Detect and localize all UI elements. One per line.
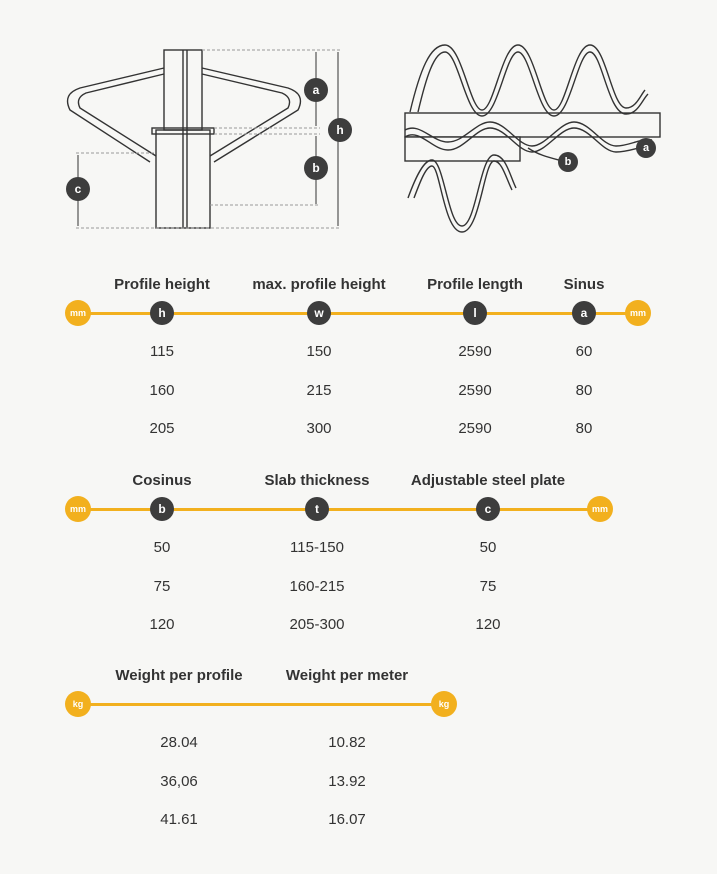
cell: 115-150	[290, 539, 344, 556]
label-c: c	[66, 177, 90, 201]
lower-wave	[408, 155, 516, 226]
axis-line-3	[78, 703, 444, 706]
cell: 120	[149, 616, 175, 633]
header-profile-height: Profile height	[114, 276, 210, 293]
cell: 160-215	[289, 578, 345, 595]
unit-badge-right-2: mm	[587, 496, 613, 522]
header-profile-length: Profile length	[427, 276, 523, 293]
label-h: h	[328, 118, 352, 142]
cell: 2590	[458, 343, 492, 360]
cell: 115	[150, 343, 174, 360]
cell: 28.04	[160, 734, 198, 751]
cell: 50	[153, 539, 171, 556]
cell: 16.07	[328, 811, 366, 828]
symbol-w: w	[307, 301, 331, 325]
unit-badge-left-1: mm	[65, 300, 91, 326]
cell: 215	[306, 382, 332, 399]
cell: 2590	[458, 382, 492, 399]
symbol-a: a	[572, 301, 596, 325]
slab-lower	[405, 137, 520, 161]
header-sinus: Sinus	[563, 276, 605, 293]
cell: 36,06	[160, 773, 198, 790]
cell: 75	[153, 578, 171, 595]
cell: 41.61	[160, 811, 198, 828]
upper-wave	[410, 45, 645, 112]
cell: 120	[475, 616, 501, 633]
cell: 205	[149, 420, 175, 437]
left-wire	[68, 68, 164, 162]
header-max-profile-height: max. profile height	[252, 276, 386, 293]
cell: 150	[306, 343, 332, 360]
label-a-right: a	[636, 138, 656, 158]
symbol-c: c	[476, 497, 500, 521]
cell: 80	[575, 420, 593, 437]
label-a-left: a	[304, 78, 328, 102]
header-weight-per-profile: Weight per profile	[115, 667, 243, 684]
technical-drawing	[0, 0, 717, 250]
slab-upper	[405, 113, 660, 137]
cell: 13.92	[328, 773, 366, 790]
header-weight-per-meter: Weight per meter	[285, 667, 409, 684]
cell: 160	[149, 382, 175, 399]
symbol-h: h	[150, 301, 174, 325]
symbol-l: l	[463, 301, 487, 325]
cell: 80	[575, 382, 593, 399]
cell: 10.82	[328, 734, 366, 751]
symbol-b: b	[150, 497, 174, 521]
right-wire	[202, 68, 300, 162]
symbol-t: t	[305, 497, 329, 521]
label-b-left: b	[304, 156, 328, 180]
cell: 300	[306, 420, 332, 437]
unit-badge-left-2: mm	[65, 496, 91, 522]
unit-badge-right-1: mm	[625, 300, 651, 326]
cell: 60	[575, 343, 593, 360]
header-adjustable-steel-plate: Adjustable steel plate	[410, 472, 566, 489]
cell: 2590	[458, 420, 492, 437]
header-cosinus: Cosinus	[132, 472, 192, 489]
unit-badge-right-3: kg	[431, 691, 457, 717]
header-slab-thickness: Slab thickness	[264, 472, 370, 489]
cell: 50	[479, 539, 497, 556]
cell: 75	[479, 578, 497, 595]
label-b-right: b	[558, 152, 578, 172]
unit-badge-left-3: kg	[65, 691, 91, 717]
cell: 205-300	[289, 616, 345, 633]
